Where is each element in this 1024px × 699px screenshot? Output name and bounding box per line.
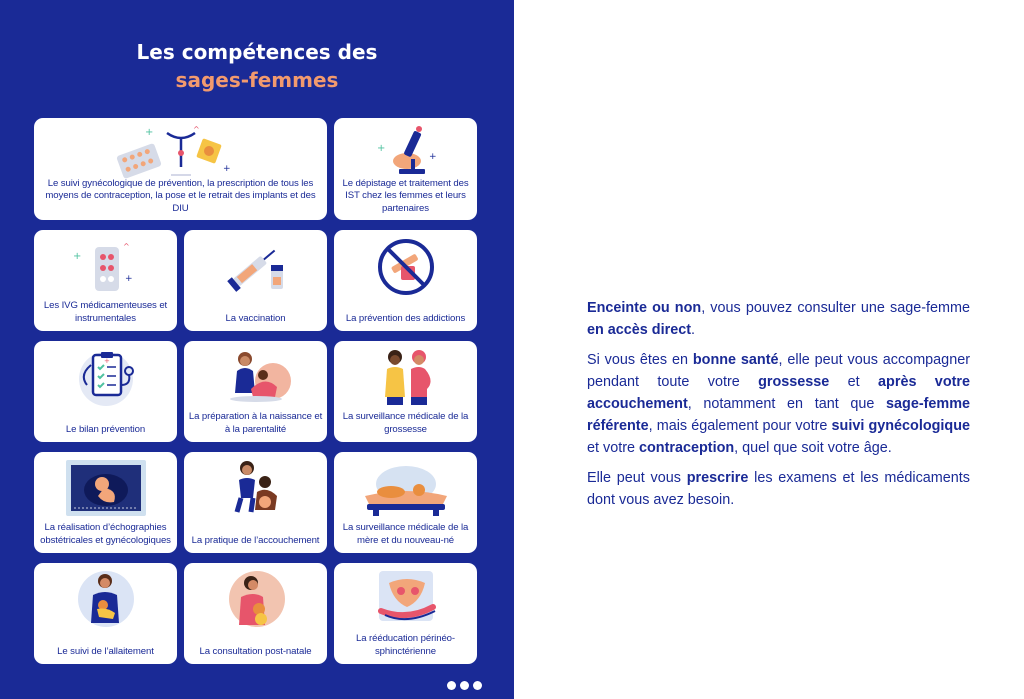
- card-vaccination: [184, 230, 327, 331]
- svg-text:+: +: [376, 143, 385, 154]
- card-label: Le suivi de l’allaitement: [57, 645, 154, 657]
- card-grossesse: [334, 341, 477, 442]
- card-post-natale: [184, 563, 327, 664]
- card-label: Les IVG médicamenteuses et instrumentales: [43, 300, 168, 324]
- svg-text:+: +: [222, 164, 231, 174]
- svg-text:+: +: [144, 127, 153, 138]
- card-label: La pratique de l’accouchement: [191, 534, 320, 546]
- paragraph-3: Elle peut vous prescrire les examens et les médicaments dont vous avez besoin.: [587, 470, 970, 508]
- emphasis-text: grossesse: [758, 374, 830, 390]
- emphasis-text: contraception: [639, 440, 735, 456]
- card-label: La surveillance médicale de la grossesse: [342, 411, 469, 435]
- emphasis-text: suivi gynécologique: [831, 418, 970, 434]
- card-label: La réalisation d’échographies obstétricales et gynécologiques: [40, 522, 171, 546]
- emphasis-text: en accès direct: [587, 322, 691, 338]
- svg-text:+: +: [428, 152, 437, 162]
- card-ist: [334, 118, 477, 220]
- dot-icon[interactable]: [473, 681, 482, 690]
- card-label: Le suivi gynécologique de prévention, la prescription de tous les moyens de contraception, la pose et le retrait des implants et des DIU: [45, 177, 316, 214]
- emphasis-text: Enceinte ou non: [587, 300, 702, 316]
- card-label: La préparation à la naissance et à la parentalité: [188, 411, 323, 435]
- emphasis-text: après votre accouchement: [587, 374, 971, 412]
- title-line-1: Les compétences des: [136, 40, 378, 64]
- card-label: La prévention des addictions: [345, 312, 466, 324]
- card-preparation: [184, 341, 327, 442]
- svg-text:+: +: [103, 357, 110, 365]
- card-reeducation: [334, 563, 477, 664]
- card-label: La vaccination: [225, 312, 286, 324]
- infographic-title: [0, 38, 514, 94]
- intro-text: [587, 297, 970, 519]
- pagination-dots[interactable]: [447, 681, 482, 690]
- card-label: Le dépistage et traitement des IST chez les femmes et leurs partenaires: [342, 177, 469, 214]
- svg-text:^: ^: [122, 242, 130, 251]
- paragraph-2: Si vous êtes en bonne santé, elle peut vous accompagner pendant toute votre grossesse et après votre accouchement, notamment en tant que sage-femme référente, mais également pour votre suivi gynécologique et votre contraception, quel que soit votre âge.: [587, 352, 971, 456]
- emphasis-text: prescrire: [686, 470, 749, 486]
- emphasis-text: sage-femme référente: [587, 396, 970, 434]
- card-label: La consultation post-natale: [199, 645, 312, 657]
- card-allaitement: [34, 563, 177, 664]
- svg-text:^: ^: [192, 125, 200, 134]
- card-echographies: [34, 452, 177, 553]
- svg-text:+: +: [124, 274, 133, 284]
- dot-icon[interactable]: [447, 681, 456, 690]
- card-accouchement: [184, 452, 327, 553]
- svg-text:+: +: [72, 251, 81, 262]
- card-ivg: [34, 230, 177, 331]
- card-bilan: [34, 341, 177, 442]
- card-nouveau-ne: [334, 452, 477, 553]
- card-label: La rééducation périnéo-sphinctérienne: [355, 633, 456, 657]
- title-line-2: sages-femmes: [175, 68, 339, 92]
- card-label: La surveillance médicale de la mère et du nouveau-né: [342, 522, 469, 546]
- emphasis-text: bonne santé: [692, 352, 779, 368]
- card-addictions: [334, 230, 477, 331]
- card-contraception: [34, 118, 327, 220]
- card-label: Le bilan prévention: [65, 423, 146, 435]
- paragraph-1: Enceinte ou non, vous pouvez consulter une sage-femme en accès direct.: [587, 300, 970, 338]
- dot-icon[interactable]: [460, 681, 469, 690]
